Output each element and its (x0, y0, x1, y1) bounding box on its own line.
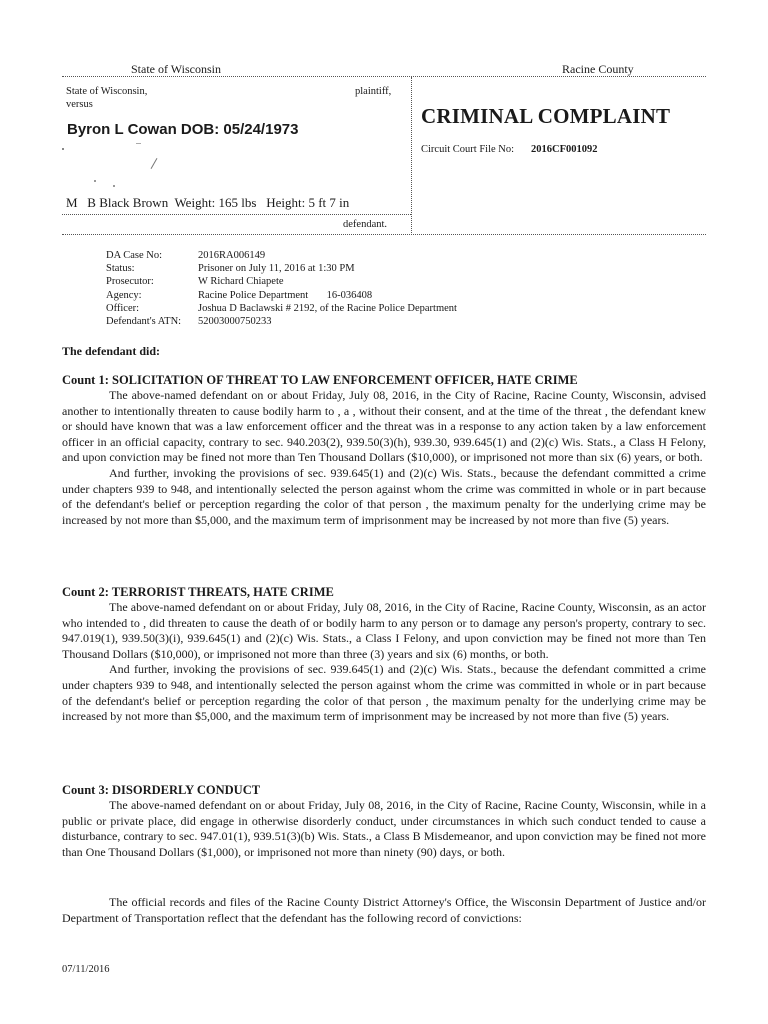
count-1-paragraph-1: The above-named defendant on or about Friday, July 08, 2016, in the City of Racine, Racine County, Wisconsin, advised another to intentionally threaten to cause bodily harm to , a , without their consent, and at the time of the threat , the defendant knew or should have known that was a law enforcement officer and the threat was in a response to any action taken by a law enforcement officer in an official capacity, contrary to sec. 940.203(2), 939.50(3)(h), 939.30, 939.645(1) and (2)(c) Wis. Stats., a Class H Felony, and upon conviction may be fined not more than Ten Thousand Dollars ($10,000), or imprisoned not more than six (6) years, or both. (62, 388, 706, 465)
case-info-row (106, 315, 457, 328)
case-info-value: W Richard Chiapete (198, 276, 284, 288)
defendant-label: defendant. (343, 219, 388, 230)
case-info-row (106, 262, 457, 275)
top-rule (62, 76, 706, 77)
case-info-value: Prisoner on July 11, 2016 at 1:30 PM (198, 263, 355, 275)
case-info-row (106, 289, 457, 302)
case-info-row (106, 275, 457, 288)
plaintiff-label: plaintiff, (355, 86, 392, 97)
count-2-section (62, 585, 706, 725)
count-2-paragraph-2: And further, invoking the provisions of sec. 939.645(1) and (2)(c) Wis. Stats., because the defendant committed a crime under chapters 939 to 948, and intentionally selected the person against whom the crime was committed in whole or in part because of the defendant's belief or perception regarding the color of that person , the maximum penalty for the underlying crime may be increased by not more than $5,000, and the maximum term of imprisonment may be increased by not more than five (5) years. (62, 662, 706, 724)
case-info-label: Officer: (106, 302, 140, 314)
scan-mark (62, 148, 64, 150)
records-section (62, 895, 706, 926)
scan-mark (94, 180, 96, 182)
case-info-label: Agency: (106, 289, 142, 301)
case-info-row (106, 249, 457, 262)
document-title: CRIMINAL COMPLAINT (421, 104, 671, 128)
intro-text: The defendant did: (62, 344, 161, 358)
defendant-physical: M B Black Brown Weight: 165 lbs Height: 5 ft 7 in (66, 195, 350, 210)
header-state: State of Wisconsin (131, 62, 221, 76)
file-number-label: Circuit Court File No: (421, 144, 515, 155)
footer-date: 07/11/2016 (62, 964, 110, 975)
case-info-label: Prosecutor: (106, 276, 154, 288)
header-county: Racine County (562, 62, 634, 76)
case-info-label: DA Case No: (106, 250, 162, 261)
scan-mark (151, 158, 158, 169)
case-info-value: Racine Police Department 16-036408 (198, 289, 373, 301)
case-info-value: 2016RA006149 (198, 250, 266, 261)
count-3-paragraph-1: The above-named defendant on or about Friday, July 08, 2016, in the City of Racine, Racine County, Wisconsin, while in a public or private place, did engage in otherwise disorderly conduct, under circumstances in which such conduct tended to cause a disturbance, contrary to sec. 947.01(1), 939.51(3)(b) Wis. Stats., a Class B Misdemeanor, and upon conviction may be fined not more than One Thousand Dollars ($1,000), or imprisoned not more than ninety (90) days, or both. (62, 798, 706, 859)
caption-divider (411, 77, 412, 235)
plaintiff-line: State of Wisconsin, (66, 86, 148, 97)
count-2-paragraph-1: The above-named defendant on or about Friday, July 08, 2016, in the City of Racine, Racine County, Wisconsin, as an actor who intended to , did threaten to cause the death of or bodily harm to any person or to damage any person's property, contrary to sec. 947.019(1), 939.50(3)(i), 939.645(1) and (2)(c) Wis. Stats., a Class I Felony, and upon conviction may be fined not more than Ten Thousand Dollars ($10,000), or imprisoned not more than three (3) years and six (6) months, or both. (62, 600, 706, 661)
records-paragraph: The official records and files of the Racine County District Attorney's Office, the Wisconsin Department of Justice and/or Department of Transportation reflect that the defendant has the following record of convictions: (62, 895, 706, 925)
count-3-section (62, 783, 706, 860)
defendant-name: Byron L Cowan DOB: 05/24/1973 (67, 121, 299, 138)
case-info-value: Joshua D Baclawski # 2192, of the Racine Police Department (198, 302, 457, 314)
scan-mark (113, 185, 115, 187)
count-2-heading: Count 2: TERRORIST THREATS, HATE CRIME (62, 585, 334, 599)
case-info-label: Defendant's ATN: (106, 316, 182, 328)
count-1-section (62, 373, 706, 528)
caption-bottom-rule (62, 234, 706, 235)
versus-label: versus (66, 99, 93, 110)
case-info-table (106, 249, 457, 328)
count-3-heading: Count 3: DISORDERLY CONDUCT (62, 783, 261, 797)
count-1-heading: Count 1: SOLICITATION OF THREAT TO LAW ENFORCEMENT OFFICER, HATE CRIME (62, 373, 578, 387)
case-info-label: Status: (106, 263, 135, 275)
scan-mark (136, 143, 141, 144)
case-info-row (106, 302, 457, 315)
file-number: 2016CF001092 (531, 144, 598, 155)
case-info-value: 52003000750233 (198, 316, 272, 328)
count-1-paragraph-2: And further, invoking the provisions of sec. 939.645(1) and (2)(c) Wis. Stats., because the defendant committed a crime under chapters 939 to 948, and intentionally selected the person against whom the crime was committed in whole or in part because of the defendant's belief or perception regarding the color of that person , the maximum penalty for the underlying crime may be increased by not more than $5,000, and the maximum term of imprisonment may be increased by not more than five (5) years. (62, 465, 706, 527)
physical-rule (62, 214, 411, 215)
